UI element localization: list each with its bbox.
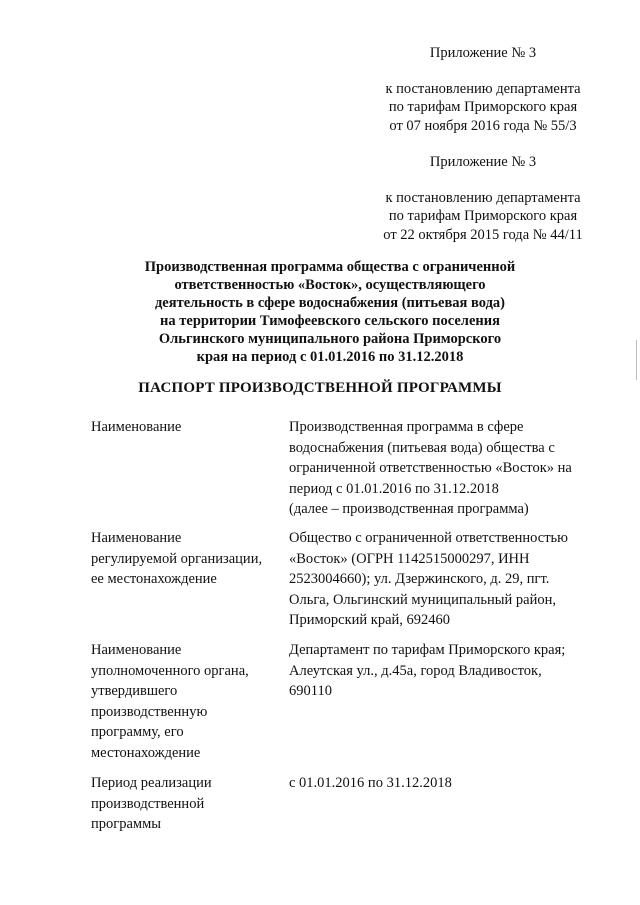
value-line: 690110 [289,683,332,699]
row-value-name [289,417,589,520]
label-line: местонахождение [91,744,201,761]
title-line: Производственная программа общества с ограниченной [144,259,516,275]
value-line: Ольга, Ольгинский муниципальный район, [289,591,556,608]
appendix-block-previous [352,153,614,244]
value-line: Приморский край, 692460 [289,612,451,628]
label-line: регулируемой организации, [91,550,263,567]
appendix-block-current [352,44,614,135]
row-value-period [289,773,589,794]
passport-heading: ПАСПОРТ ПРОИЗВОДСТВЕННОЙ ПРОГРАММЫ [138,380,502,396]
document-title [110,258,550,366]
title-line: деятельность в сфере водоснабжения (питьевая вода) [154,295,506,311]
appendix-line: к постановлению департамента [385,80,581,97]
value-line: период с 01.01.2016 по 31.12.2018 [289,480,499,497]
scan-edge-mark [636,340,637,380]
label-line: Наименование [91,530,182,546]
value-line: Общество с ограниченной ответственностью [289,530,568,546]
title-line: Ольгинского муниципального района Приморского [158,331,502,347]
label-line: Период реализации [91,775,212,791]
label-line: уполномоченного органа, [91,662,249,679]
label-line: производственную [91,703,208,720]
value-line: ограниченной ответственностью «Восток» на [289,460,572,476]
value-line: водоснабжения (питьевая вода) общества с [289,439,555,456]
appendix-title: Приложение № 3 [429,45,537,61]
label-line: ее местонахождение [91,571,217,587]
label-line: программы [91,816,161,832]
appendix-line: по тарифам Приморского края [388,208,578,224]
row-label-name [91,417,281,438]
value-line: Департамент по тарифам Приморского края; [289,642,566,658]
row-label-organization [91,528,281,590]
appendix-title: Приложение № 3 [429,154,537,170]
label-line: Наименование [91,419,182,435]
appendix-line: к постановлению департамента [385,189,581,206]
label-line: утвердившего [91,683,178,699]
value-line: Алеутская ул., д.45а, город Владивосток, [289,662,542,679]
row-label-period [91,773,281,835]
value-line: с 01.01.2016 по 31.12.2018 [289,775,452,791]
row-value-organization [289,528,589,631]
label-line: программу, его [91,724,184,740]
title-line: ответственностью «Восток», осуществляющего [174,277,486,293]
row-label-authority [91,640,281,763]
value-line: «Восток» (ОГРН 1142515000297, ИНН [289,550,530,567]
appendix-line: от 07 ноября 2016 года № 55/3 [389,117,577,134]
row-value-authority [289,640,589,702]
appendix-line: по тарифам Приморского края [388,99,578,115]
title-line: края на период с 01.01.2016 по 31.12.2018 [196,349,464,365]
label-line: Наименование [91,642,182,658]
value-line: (далее – производственная программа) [289,501,529,517]
appendix-line: от 22 октября 2015 года № 44/11 [383,226,583,243]
label-line: производственной [91,795,205,812]
title-line: на территории Тимофеевского сельского поселения [160,313,500,329]
value-line: 2523004660); ул. Дзержинского, д. 29, пгт. [289,571,550,587]
value-line: Производственная программа в сфере [289,419,524,435]
